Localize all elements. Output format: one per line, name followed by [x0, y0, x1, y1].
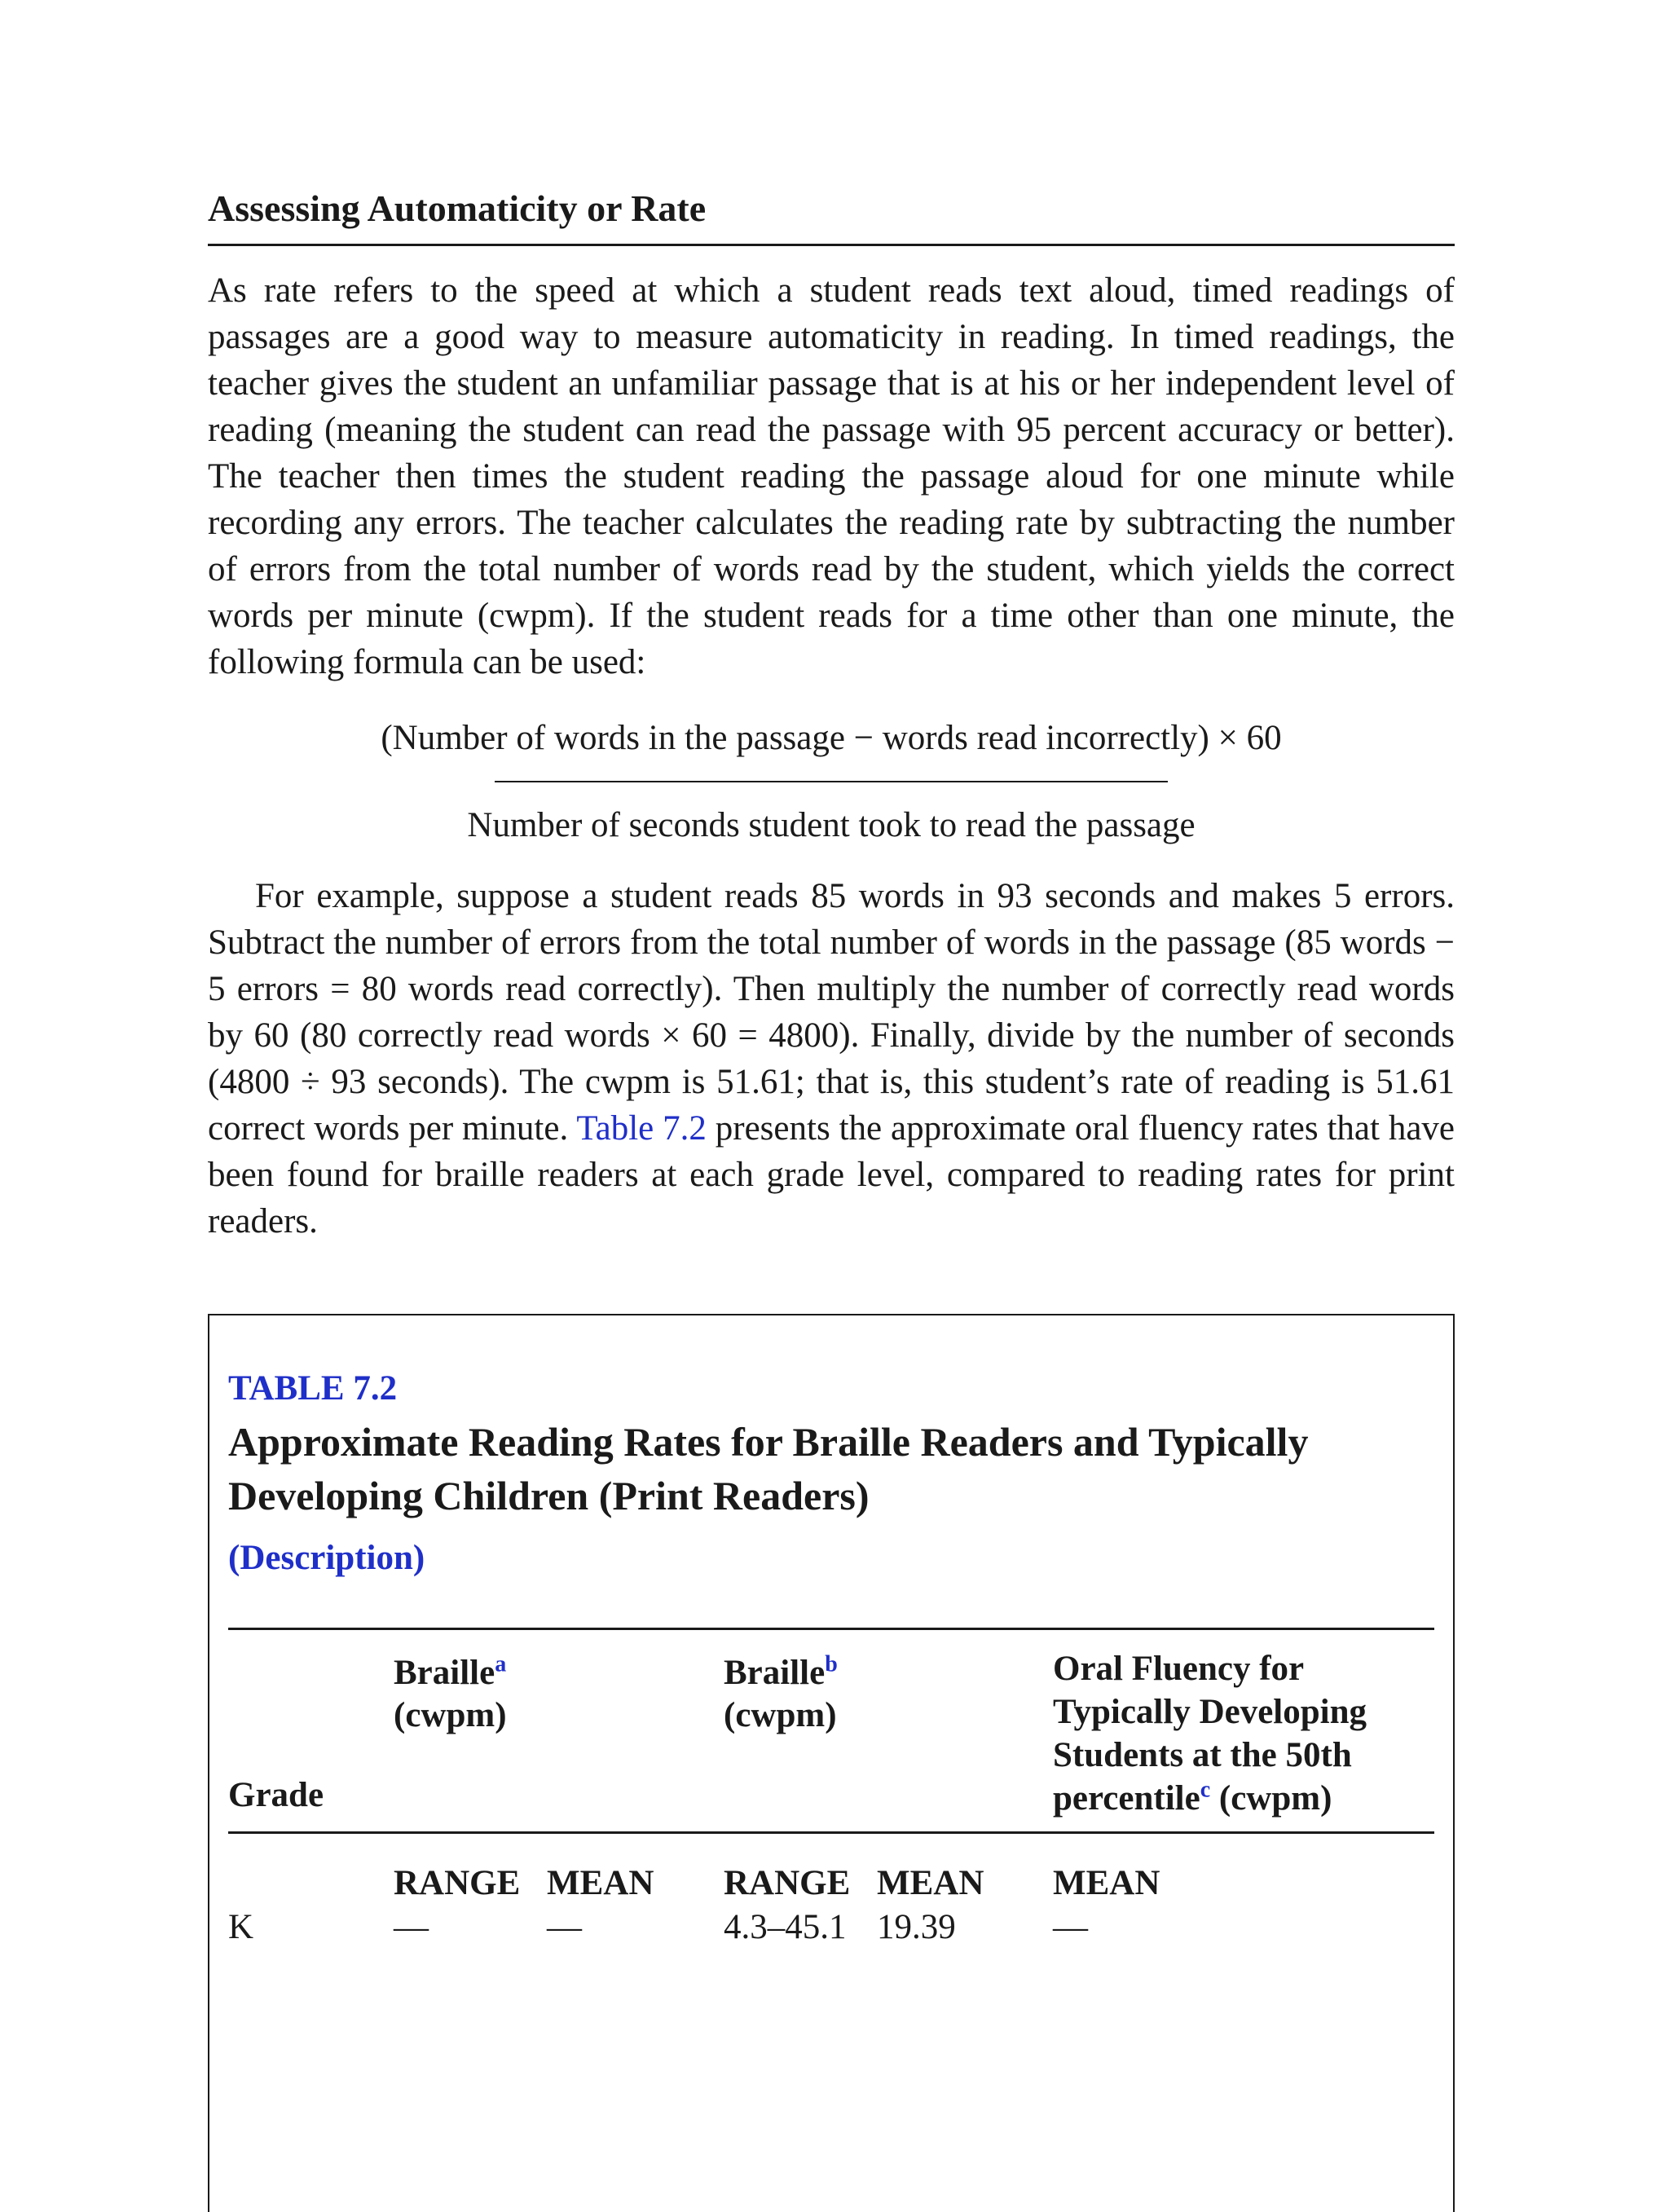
- footnote-b-link[interactable]: b: [825, 1651, 838, 1677]
- subheader-b-range: RANGE: [724, 1864, 851, 1903]
- header-oral-line4-suffix: (cwpm): [1218, 1779, 1332, 1818]
- subheader-oral-mean: MEAN: [1053, 1864, 1160, 1903]
- table-description-link[interactable]: (Description): [228, 1538, 425, 1577]
- formula-denominator: Number of seconds student took to read the passage: [467, 806, 1196, 845]
- subheader-b-mean: MEAN: [877, 1864, 984, 1903]
- header-grade: Grade: [228, 1776, 324, 1815]
- section-heading: Assessing Automaticity or Rate: [208, 186, 1455, 246]
- table-header-rule: [228, 1831, 1434, 1834]
- header-oral-line4-prefix: percentile: [1053, 1779, 1200, 1818]
- subheader-a-range: RANGE: [394, 1864, 521, 1903]
- header-braille-b: [724, 1652, 838, 1737]
- paragraph-example: [208, 873, 1455, 1245]
- header-oral-fluency: [1053, 1647, 1367, 1820]
- paragraph-rate-intro: As rate refers to the speed at which a student reads text aloud, timed readings of passages are a good way to measure automaticity in reading. In timed readings, the teacher gives the student an unfamiliar passage that is at his or her independent level of reading (meaning the student can read the passage with 95 percent accuracy or better). The teacher then times the student reading the passage aloud for one minute while recording any errors. The teacher calculates the reading rate by subtracting the number of errors from the total number of words read by the student, which yields the correct words per minute (cwpm). If the student reads for a time other than one minute, the following formula can be used:: [208, 271, 1455, 682]
- row-a-mean: —: [547, 1908, 582, 1947]
- subheader-a-mean: MEAN: [547, 1864, 654, 1903]
- table-title: Approximate Reading Rates for Braille Readers and Typically Developing Children (Print Readers): [228, 1418, 1309, 1518]
- reading-rates-table: [228, 1628, 1434, 1954]
- table-number: TABLE 7.2: [228, 1369, 398, 1408]
- example-text-continued: presents the approximate oral fluency rates that have been found for braille readers at each grade level, compared to reading rates for print readers.: [208, 1109, 1455, 1241]
- fraction-bar: [495, 781, 1168, 782]
- formula: [208, 715, 1455, 848]
- example-text: For example, suppose a student reads 85 words in 93 seconds and makes 5 errors. Subtract the number of errors from the total number of words in the passage (85 words − 5 errors = 80 words read correctly). Then multiply the number of correctly read words by 60 (80 correctly read words × 60 = 4800). Finally, divide by the number of seconds (4800 ÷ 93 seconds). The cwpm is 51.61; that is, this student’s rate of reading is 51.61 correct words per minute.: [208, 877, 1455, 1148]
- header-braille-b-label: Braille: [724, 1654, 826, 1693]
- row-b-range: 4.3–45.1: [724, 1908, 847, 1947]
- header-braille-a: [394, 1652, 507, 1737]
- row-b-mean: 19.39: [877, 1908, 956, 1947]
- table-7-2-box: [208, 1314, 1455, 2212]
- footnote-a-link[interactable]: a: [495, 1651, 507, 1677]
- row-oral-mean: —: [1053, 1908, 1088, 1947]
- header-oral-line2: Typically Developing: [1053, 1693, 1367, 1732]
- header-braille-a-unit: (cwpm): [394, 1696, 507, 1735]
- table-top-rule: [228, 1628, 1434, 1630]
- header-braille-a-label: Braille: [394, 1654, 495, 1693]
- main-content: [208, 186, 1455, 1245]
- formula-numerator: (Number of words in the passage − words read incorrectly) × 60: [381, 719, 1282, 758]
- row-a-range: —: [394, 1908, 429, 1947]
- header-braille-b-unit: (cwpm): [724, 1696, 837, 1735]
- header-oral-line3: Students at the 50th: [1053, 1736, 1352, 1775]
- header-oral-line1: Oral Fluency for: [1053, 1650, 1305, 1689]
- table-7-2-link[interactable]: Table 7.2: [576, 1109, 707, 1148]
- footnote-c-link[interactable]: c: [1200, 1777, 1211, 1803]
- row-grade: K: [228, 1908, 254, 1947]
- table-inner: [228, 1368, 1434, 1954]
